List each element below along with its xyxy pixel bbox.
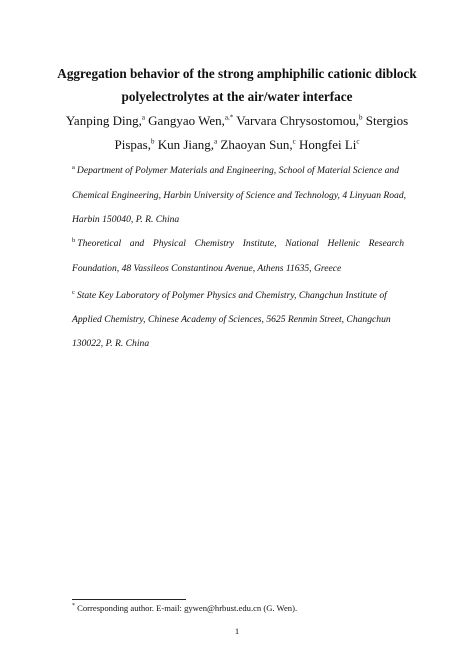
paper-title-line-1: Aggregation behavior of the strong amphiphilic cationic diblock bbox=[57, 66, 417, 81]
footnote-text: Corresponding author. E-mail: gywen@hrbust.edu.cn (G. Wen). bbox=[75, 603, 298, 613]
affiliation-text: State Key Laboratory of Polymer Physics and Chemistry, Changchun Institute of bbox=[76, 290, 387, 301]
affiliation-c-line-3: 130022, P. R. China bbox=[72, 338, 150, 349]
affiliation-b-line-2: Foundation, 48 Vassileos Constantinou Avenue, Athens 11635, Greece bbox=[72, 263, 342, 274]
author-name: Varvara Chrysostomou, bbox=[233, 113, 360, 128]
page-number: 1 bbox=[234, 626, 240, 636]
corresponding-author-footnote bbox=[72, 604, 297, 613]
author-affiliation-mark: c bbox=[292, 137, 296, 146]
author-name: Gangyao Wen, bbox=[144, 113, 225, 128]
author-name: Zhaoyan Sun, bbox=[217, 137, 293, 152]
footnote-rule bbox=[72, 599, 186, 600]
author-name: Hongfei Li bbox=[295, 137, 357, 152]
affiliation-a-line-3: Harbin 150040, P. R. China bbox=[72, 214, 180, 225]
affiliation-c-line-1 bbox=[72, 288, 404, 301]
affiliation-a-line-2: Chemical Engineering, Harbin University of Science and Technology, 4 Linyuan Road, bbox=[72, 190, 407, 201]
paper-title-line-2: polyelectrolytes at the air/water interface bbox=[121, 89, 353, 104]
author-name: Pispas, bbox=[114, 137, 151, 152]
author-name: Yanping Ding, bbox=[65, 113, 142, 128]
author-affiliation-mark: b bbox=[150, 137, 155, 146]
affiliation-a-line-1 bbox=[72, 163, 404, 176]
affiliation-text: Department of Polymer Materials and Engineering, School of Material Science and bbox=[76, 165, 400, 176]
author-name: Stergios bbox=[362, 113, 409, 128]
affiliation-c-line-2: Applied Chemistry, Chinese Academy of Sciences, 5625 Renmin Street, Changchun bbox=[72, 314, 391, 325]
author-affiliation-mark: b bbox=[359, 113, 363, 122]
footnote-mark: * bbox=[72, 603, 75, 610]
author-affiliation-mark: c bbox=[356, 137, 360, 146]
affiliation-b-line-1 bbox=[72, 236, 404, 249]
author-affiliation-mark: a,* bbox=[224, 113, 234, 122]
author-affiliation-mark: a bbox=[141, 113, 145, 122]
author-list-line-1 bbox=[50, 114, 424, 127]
affiliation-mark: b bbox=[72, 236, 76, 244]
affiliation-text: Theoretical and Physical Chemistry Institute, National Hellenic Research bbox=[77, 238, 404, 249]
affiliation-mark: c bbox=[72, 288, 75, 296]
author-name: Kun Jiang, bbox=[154, 137, 215, 152]
affiliation-mark: a bbox=[72, 163, 75, 171]
author-affiliation-mark: a bbox=[214, 137, 218, 146]
author-list-line-2 bbox=[50, 138, 424, 151]
